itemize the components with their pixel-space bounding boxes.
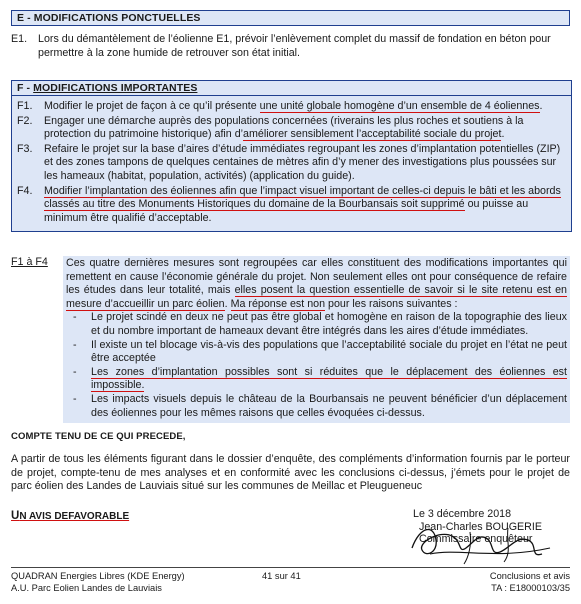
signature-date: Le 3 décembre 2018 xyxy=(413,508,512,520)
item-number: F2. xyxy=(17,114,33,127)
signature-role: Commissaire enquêteur xyxy=(419,533,533,546)
handwritten-signature-icon xyxy=(400,518,560,568)
item-number: F1. xyxy=(17,100,33,112)
verdict-text: N AVIS DEFAVORABLE xyxy=(19,511,130,522)
item-text xyxy=(44,185,566,226)
item-text: Lors du démantèlement de l’éolienne E1, prévoir l’enlèvement complet du massif de fondation en béton pour permettre à la zone humide de retrouver son état initial. xyxy=(38,33,551,59)
bullet-dash: - xyxy=(73,392,77,405)
item-text: Refaire le projet sur la base d’aires d’étude immédiates regroupant les zones d’implantation potentielles (ZIP) et des zones tampons de quelques centaines de mètres afin d’y mener des investigations plus poussées sur les hameaux (habitat, population, activités) (application du guide). xyxy=(44,142,561,182)
list-item xyxy=(66,393,567,420)
section-f-items xyxy=(12,96,571,231)
f1-f4-label: F1 à F4 xyxy=(11,256,48,268)
footer-divider xyxy=(11,567,570,568)
item-number: F3. xyxy=(17,142,33,155)
section-e-heading: E - MODIFICATIONS PONCTUELLES xyxy=(11,10,570,26)
footer-project: A.U. Parc Eolien Landes de Lauviais xyxy=(11,582,162,593)
compte-tenu-heading: COMPTE TENU DE CE QUI PRECEDE, xyxy=(11,431,186,442)
item-f3 xyxy=(17,143,566,184)
bullet-dash: - xyxy=(73,338,77,351)
section-f-heading xyxy=(12,81,571,96)
underlined-text: une unité globale homogène d’un ensemble de 4 éoliennes xyxy=(259,100,540,112)
underlined-text: améliorer sensiblement l’acceptabilité sociale du projet xyxy=(243,128,502,141)
text-run: . xyxy=(224,297,231,310)
footer-company: QUADRAN Energies Libres (KDE Energy) xyxy=(11,571,185,581)
item-f1 xyxy=(17,100,566,114)
item-text xyxy=(44,115,566,142)
list-item xyxy=(66,366,567,393)
verdict xyxy=(11,510,129,522)
footer-left xyxy=(11,571,185,594)
text-run: ou puisse au minimum être qualifié d’acceptable. xyxy=(44,198,529,224)
text-run: . xyxy=(501,128,505,141)
page-number: 41 sur 41 xyxy=(262,571,301,581)
text-run: Engager une démarche auprès des populations concernées (riverains les plus roches et soutiens à la protection du patrimoine historique) afin d’ xyxy=(44,114,524,141)
text-run: Modifier le projet de façon à ce qu’il présente xyxy=(44,100,260,112)
heading-prefix: F - xyxy=(17,82,34,94)
reasons-list xyxy=(66,311,567,420)
underlined-text: Modifier l’implantation des éoliennes afin que l’impact visuel important de celles-ci depuis le bâti et les abords classés au titre des Monuments Historiques du domaine de la Bourbansais soit supprimé xyxy=(44,184,561,211)
text-run: . xyxy=(539,100,543,112)
conclusion-paragraph: A partir de tous les éléments figurant dans le dossier d’enquête, des compléments d’information fournis par le porteur de projet, compte-tenu de mes analyses et en conformité avec les conclusions ci-dessus, j’émets pour le projet de parc éolien des Landes de Lauviais situé sur les communes de Meillac et Pleugueneuc xyxy=(11,453,570,493)
section-e xyxy=(11,10,570,60)
list-item xyxy=(66,311,567,338)
f1-f4-body xyxy=(63,256,570,423)
footer-right xyxy=(490,571,570,594)
bullet-dash: - xyxy=(73,365,77,378)
footer-doc-type: Conclusions et avis xyxy=(489,571,570,581)
f1-f4-paragraph xyxy=(66,257,567,311)
text-run: pour les raisons suivantes : xyxy=(325,297,458,310)
item-f4 xyxy=(17,185,566,226)
list-item-text: Les zones d’implantation possibles sont si réduites que le déplacement des éoliennes est impossible. xyxy=(91,365,567,392)
item-text xyxy=(44,100,566,114)
verdict-initial: U xyxy=(11,510,20,522)
list-item-text: Il existe un tel blocage vis-à-vis des populations que l’acceptabilité sociale du projet en l’état ne peut être acceptée xyxy=(91,338,567,365)
item-f2 xyxy=(17,115,566,142)
signature-name: Jean-Charles BOUGERIE xyxy=(419,520,542,533)
item-number: E1. xyxy=(11,33,28,45)
list-item xyxy=(66,339,567,366)
underlined-text: elles posent la question essentielle de savoir si le site retenu est en mesure d’accueillir un parc éolien xyxy=(66,284,567,310)
f1-f4-discussion xyxy=(11,256,570,423)
text-run: Ces quatre dernières mesures sont regroupées car elles constituent des modifications importantes qui remettent en cause l’économie générale du projet. Non seulement elles ont pour conséquence de refaire les études dans leur totalité, mais xyxy=(66,257,567,297)
underlined-text: Ma réponse est non xyxy=(230,297,326,310)
list-item-text: Les impacts visuels depuis le château de la Bourbansais ne peuvent bénéficier d’un déplacement des éoliennes pour les mêmes raisons que celles évoquées ci-dessus. xyxy=(91,392,567,419)
heading-title: MODIFICATIONS IMPORTANTES xyxy=(33,82,198,94)
bullet-dash: - xyxy=(73,311,77,324)
item-e1 xyxy=(11,33,570,60)
footer-reference: TA : E18000103/35 xyxy=(491,582,570,593)
item-number: F4. xyxy=(17,184,33,197)
list-item-text: Le projet scindé en deux ne peut pas être global et homogène en raison de la topographie des lieux et du nombre important de hameaux devant être intégrés dans les aires d’étude immédiates. xyxy=(91,311,567,337)
section-f xyxy=(11,80,572,232)
